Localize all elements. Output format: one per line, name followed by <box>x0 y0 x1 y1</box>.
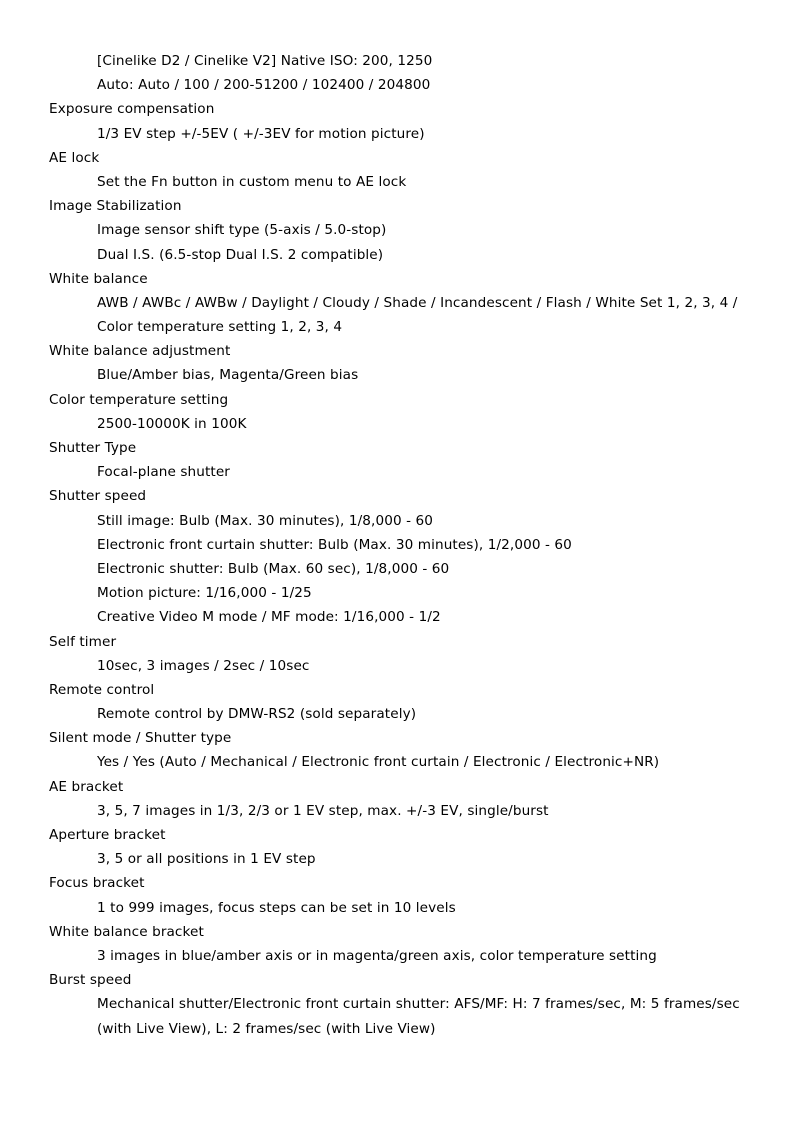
spec-detail: 3, 5, 7 images in 1/3, 2/3 or 1 EV step, max. +/-3 EV, single/burst <box>97 802 549 819</box>
spec-detail: 3, 5 or all positions in 1 EV step <box>97 851 316 868</box>
spec-detail: Set the Fn button in custom menu to AE lock <box>97 173 407 190</box>
spec-heading: White balance adjustment <box>49 343 231 360</box>
spec-detail: Motion picture: 1/16,000 - 1/25 <box>97 585 312 602</box>
spec-heading: AE bracket <box>49 778 124 795</box>
spec-heading: Exposure compensation <box>49 101 215 118</box>
spec-detail: Electronic shutter: Bulb (Max. 60 sec), 1/8,000 - 60 <box>97 560 450 577</box>
spec-detail: Dual I.S. (6.5-stop Dual I.S. 2 compatible) <box>97 246 384 263</box>
spec-heading: White balance bracket <box>49 923 204 940</box>
spec-detail: Electronic front curtain shutter: Bulb (Max. 30 minutes), 1/2,000 - 60 <box>97 536 572 553</box>
spec-heading: Shutter speed <box>49 488 147 505</box>
spec-heading: Remote control <box>49 681 155 698</box>
spec-heading: Self timer <box>49 633 117 650</box>
spec-heading: AE lock <box>49 149 100 166</box>
spec-detail: Mechanical shutter/Electronic front curtain shutter: AFS/MF: H: 7 frames/sec, M: 5 frames/sec <box>97 996 740 1013</box>
spec-document <box>0 49 800 1041</box>
spec-detail: 10sec, 3 images / 2sec / 10sec <box>97 657 310 674</box>
spec-detail: Yes / Yes (Auto / Mechanical / Electronic front curtain / Electronic / Electronic+NR) <box>97 754 660 771</box>
spec-heading: White balance <box>49 270 148 287</box>
spec-detail: 2500-10000K in 100K <box>97 415 247 432</box>
spec-detail: Remote control by DMW-RS2 (sold separately) <box>97 706 417 723</box>
spec-detail: Image sensor shift type (5-axis / 5.0-stop) <box>97 222 387 239</box>
spec-detail: Auto: Auto / 100 / 200-51200 / 102400 / 204800 <box>97 77 431 94</box>
spec-detail: 1 to 999 images, focus steps can be set in 10 levels <box>97 899 456 916</box>
spec-detail: 3 images in blue/amber axis or in magenta/green axis, color temperature setting <box>97 947 657 964</box>
spec-heading: Image Stabilization <box>49 198 182 215</box>
spec-heading: Focus bracket <box>49 875 145 892</box>
spec-detail: Creative Video M mode / MF mode: 1/16,000 - 1/2 <box>97 609 441 626</box>
spec-heading: Burst speed <box>49 972 132 989</box>
spec-heading: Shutter Type <box>49 440 137 456</box>
spec-heading: Aperture bracket <box>49 827 166 843</box>
spec-detail: (with Live View), L: 2 frames/sec (with Live View) <box>97 1020 436 1037</box>
spec-detail: Blue/Amber bias, Magenta/Green bias <box>97 367 359 384</box>
spec-heading: Color temperature setting <box>49 391 229 408</box>
spec-detail: [Cinelike D2 / Cinelike V2] Native ISO: 200, 1250 <box>97 53 433 69</box>
spec-detail: 1/3 EV step +/-5EV ( +/-3EV for motion picture) <box>97 125 425 142</box>
spec-detail: Still image: Bulb (Max. 30 minutes), 1/8,000 - 60 <box>97 512 434 529</box>
spec-detail: Focal-plane shutter <box>97 464 230 481</box>
spec-detail: AWB / AWBc / AWBw / Daylight / Cloudy / Shade / Incandescent / Flash / White Set 1, 2, 3, 4 / <box>97 294 738 311</box>
spec-detail: Color temperature setting 1, 2, 3, 4 <box>97 319 343 336</box>
spec-heading: Silent mode / Shutter type <box>49 730 232 747</box>
